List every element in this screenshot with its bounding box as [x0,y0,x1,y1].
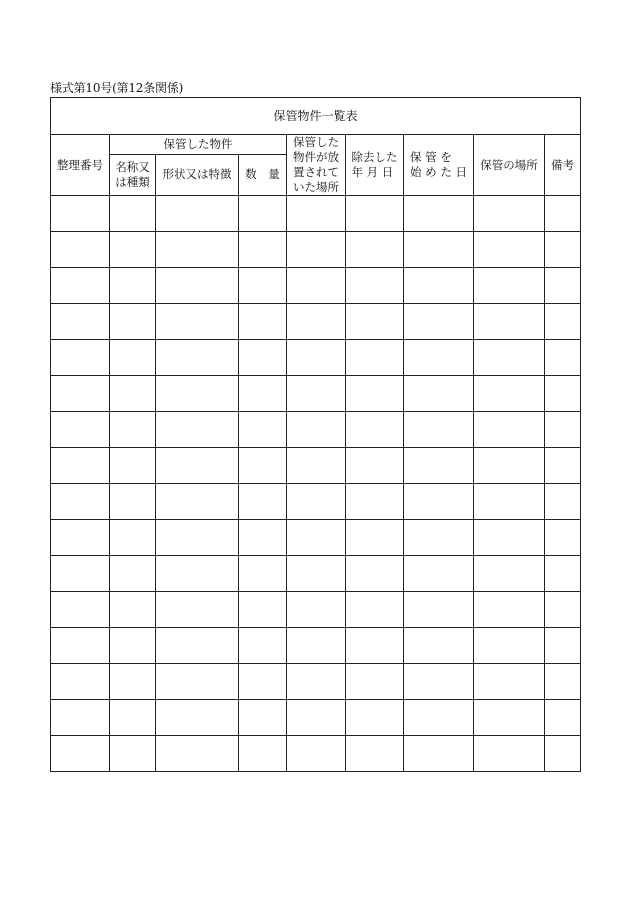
table-row [51,340,581,376]
header-abandoned-location [287,135,346,196]
table-cell [110,700,156,736]
form-number-label: 様式第10号(第12条関係) [50,81,184,95]
table-cell [474,412,545,448]
table-cell [156,520,239,556]
table-cell [404,556,474,592]
table-cell [545,340,581,376]
table-cell [51,196,110,232]
table-cell [287,412,346,448]
table-cell [51,448,110,484]
table-cell [51,592,110,628]
table-cell [545,448,581,484]
table-cell [110,340,156,376]
table-cell [287,304,346,340]
table-cell [239,340,287,376]
table-cell [545,520,581,556]
table-cell [545,196,581,232]
table-cell [156,196,239,232]
table-cell [346,196,404,232]
table-cell [346,628,404,664]
table-cell [404,196,474,232]
table-cell [239,628,287,664]
table-cell [110,664,156,700]
table-cell [404,520,474,556]
table-cell [287,592,346,628]
table-cell [545,628,581,664]
table-cell [346,736,404,772]
table-cell [545,736,581,772]
header-removal-date [346,135,404,196]
table-cell [404,304,474,340]
table-cell [156,448,239,484]
table-cell [156,736,239,772]
table-title: 保管物件一覧表 [51,98,581,135]
table-cell [474,592,545,628]
table-row [51,304,581,340]
table-row [51,520,581,556]
table-cell [404,700,474,736]
table-row [51,268,581,304]
table-cell [239,520,287,556]
table-cell [110,196,156,232]
table-cell [287,448,346,484]
header-removal-date-text: 除去した 年 月 日 [351,150,398,179]
table-cell [239,700,287,736]
table-cell [110,628,156,664]
stored-items-register-table [50,97,581,772]
table-cell [545,232,581,268]
table-cell [404,412,474,448]
table-cell [287,196,346,232]
table-cell [346,520,404,556]
header-abandoned-location-text: 保管した 物件が放 置されて いた場所 [293,135,339,194]
table-cell [110,232,156,268]
table-cell [156,412,239,448]
header-name-or-type-text: 名称又 は種類 [115,159,150,189]
table-cell [51,628,110,664]
table-cell [110,556,156,592]
table-cell [51,484,110,520]
table-cell [287,700,346,736]
table-cell [239,412,287,448]
table-cell [287,556,346,592]
table-row [51,592,581,628]
table-cell [156,232,239,268]
table-cell [404,664,474,700]
table-cell [346,268,404,304]
table-cell [156,376,239,412]
table-cell [110,304,156,340]
table-cell [346,232,404,268]
table-cell [474,304,545,340]
table-cell [545,268,581,304]
header-remarks: 備考 [545,135,581,196]
table-cell [51,700,110,736]
table-cell [474,700,545,736]
table-cell [404,232,474,268]
table-cell [346,340,404,376]
table-cell [110,268,156,304]
table-cell [474,340,545,376]
table-cell [545,556,581,592]
table-cell [51,664,110,700]
register-body [51,196,581,772]
table-cell [545,376,581,412]
table-cell [51,376,110,412]
table-cell [346,556,404,592]
table-cell [474,448,545,484]
table-cell [156,700,239,736]
table-cell [346,700,404,736]
header-storage-start-date-text: 保 管 を 始 め た 日 [410,150,467,179]
table-row [51,484,581,520]
table-cell [51,520,110,556]
header-storage-start-date [404,135,474,196]
table-cell [346,412,404,448]
table-cell [156,268,239,304]
table-cell [346,664,404,700]
table-row [51,196,581,232]
table-cell [239,232,287,268]
table-cell [239,448,287,484]
table-cell [239,664,287,700]
table-cell [156,592,239,628]
table-cell [545,484,581,520]
table-cell [156,304,239,340]
table-cell [346,376,404,412]
table-cell [545,304,581,340]
table-cell [287,268,346,304]
table-row [51,376,581,412]
table-cell [346,484,404,520]
table-cell [110,592,156,628]
table-cell [287,376,346,412]
table-cell [156,484,239,520]
table-row [51,412,581,448]
table-cell [474,736,545,772]
table-cell [287,232,346,268]
table-cell [287,664,346,700]
table-cell [404,448,474,484]
table-cell [404,268,474,304]
table-cell [110,448,156,484]
table-cell [545,664,581,700]
table-cell [404,340,474,376]
table-cell [474,520,545,556]
table-cell [287,520,346,556]
table-cell [110,484,156,520]
table-cell [239,304,287,340]
table-cell [239,376,287,412]
table-cell [404,376,474,412]
table-cell [51,736,110,772]
header-storage-location: 保管の場所 [474,135,545,196]
table-cell [287,484,346,520]
table-cell [346,304,404,340]
table-cell [239,556,287,592]
table-cell [545,700,581,736]
table-cell [156,556,239,592]
table-cell [404,628,474,664]
table-cell [545,412,581,448]
table-cell [239,592,287,628]
table-cell [239,736,287,772]
table-cell [239,196,287,232]
table-cell [156,628,239,664]
table-cell [51,268,110,304]
table-cell [51,556,110,592]
table-cell [51,412,110,448]
table-cell [404,484,474,520]
table-cell [110,520,156,556]
table-row [51,700,581,736]
table-row [51,556,581,592]
table-cell [474,376,545,412]
table-cell [156,340,239,376]
table-cell [156,664,239,700]
table-cell [239,268,287,304]
table-cell [404,592,474,628]
table-cell [51,232,110,268]
table-cell [110,412,156,448]
table-cell [287,628,346,664]
table-cell [474,232,545,268]
table-cell [346,448,404,484]
header-serial-number: 整理番号 [51,135,110,196]
table-row [51,736,581,772]
table-cell [287,736,346,772]
table-cell [51,340,110,376]
header-stored-item-group: 保管した物件 [110,135,287,155]
table-cell [51,304,110,340]
table-row [51,628,581,664]
table-cell [287,340,346,376]
table-cell [474,664,545,700]
table-cell [474,196,545,232]
header-name-or-type [110,154,156,195]
table-row [51,232,581,268]
table-cell [346,592,404,628]
table-cell [404,736,474,772]
table-cell [474,484,545,520]
table-row [51,448,581,484]
table-cell [474,628,545,664]
table-cell [545,592,581,628]
table-cell [474,556,545,592]
table-cell [110,736,156,772]
table-cell [239,484,287,520]
header-quantity: 数 量 [239,154,287,195]
header-shape-or-features: 形状又は特徴 [156,154,239,195]
table-row [51,664,581,700]
table-cell [110,376,156,412]
table-cell [474,268,545,304]
